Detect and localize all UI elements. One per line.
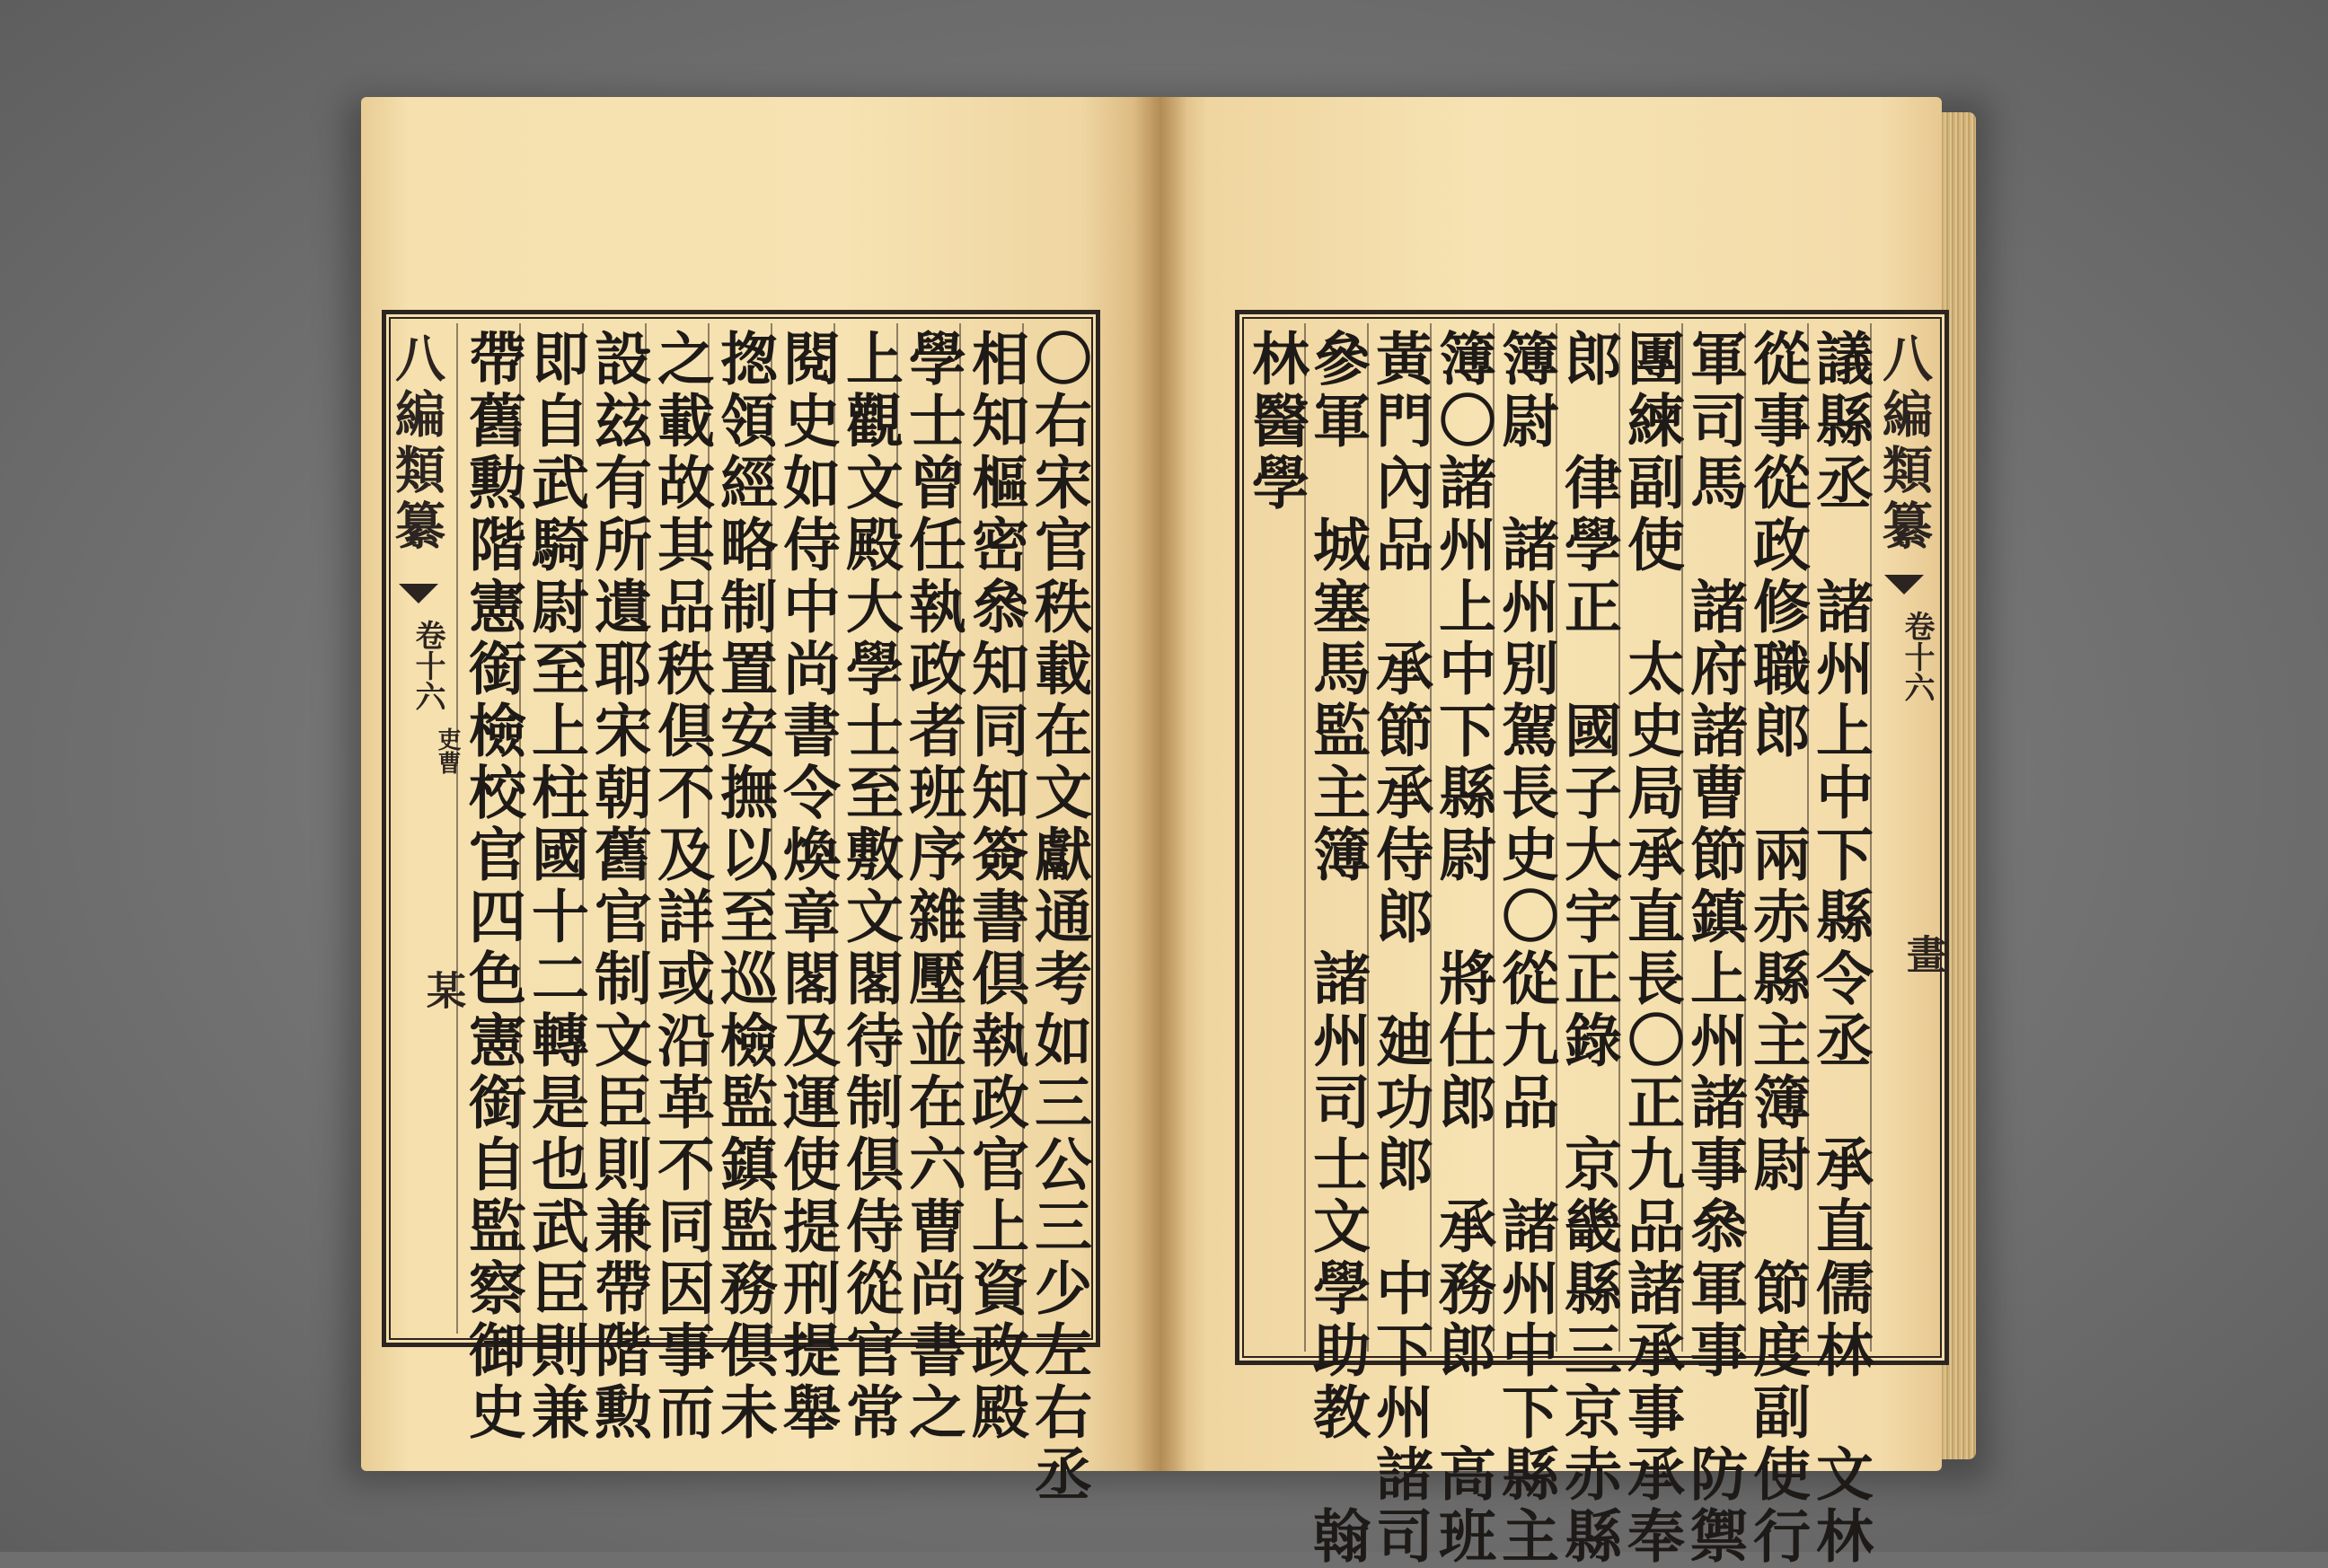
right-col-4: 團練副使 太史局承直長〇正九品諸承事承奉 bbox=[1618, 329, 1685, 1568]
book-gutter bbox=[1133, 97, 1187, 1471]
left-col-7: 之載故其品秩倶不及詳或沿革不同因事而 bbox=[648, 329, 715, 1444]
right-col-8: 黃門內品 承節承侍郎 廸功郎 中下州諸司 bbox=[1366, 329, 1433, 1568]
right-col-9: 參軍 城塞馬監主簿 諸州司士文學助教 翰 bbox=[1303, 329, 1371, 1568]
left-col-9: 即自武騎尉至上柱國十二轉是也武臣則兼 bbox=[522, 329, 589, 1444]
right-col-7: 簿〇諸州上中下縣尉 將仕郎 承務郎 高班 bbox=[1429, 329, 1496, 1568]
right-margin-volume: 卷十六 bbox=[1899, 611, 1935, 702]
left-text-frame bbox=[382, 310, 1100, 1506]
right-col-3: 軍司馬 諸府諸曹節鎮上州諸事叅軍事 防禦 bbox=[1680, 329, 1748, 1568]
left-col-6: 揔領經略制置安撫以至巡檢監鎮監務倶未 bbox=[710, 329, 778, 1444]
left-col-1: 〇右宋官秩載在文獻通考如三公三少左右丞 bbox=[1025, 329, 1092, 1506]
fish-tail-mark bbox=[1884, 575, 1924, 595]
left-margin-volume: 卷十六 bbox=[410, 620, 445, 711]
right-text-frame bbox=[1235, 310, 1949, 1568]
right-col-10: 林醫學 bbox=[1242, 329, 1310, 515]
right-margin-page: 畫 bbox=[1900, 934, 1945, 973]
left-margin-title: 八編類纂 bbox=[387, 332, 446, 555]
left-col-3: 學士曾任執政者班序雜壓並在六曹尚書之 bbox=[899, 329, 966, 1444]
right-col-5: 郎 律學正 國子大宇正錄 京畿縣三京赤縣 bbox=[1555, 329, 1622, 1568]
right-col-2: 從事從政修職郎 兩赤縣主簿尉 節度副使行 bbox=[1743, 329, 1811, 1568]
left-margin-section: 吏曹 bbox=[434, 727, 461, 774]
right-col-6: 簿尉 諸州別駕長史〇從九品 諸州中下縣主 bbox=[1492, 329, 1559, 1568]
right-col-1: 議縣丞 諸州上中下縣令丞 承直儒林 文林 bbox=[1806, 329, 1874, 1568]
right-margin-title: 八編類纂 bbox=[1874, 332, 1934, 555]
left-col-4: 上觀文殿大學士至敷文閣待制倶侍從官常 bbox=[836, 329, 904, 1444]
left-col-8: 設玆有所遺耶宋朝舊官制文臣則兼帶階勲 bbox=[585, 329, 652, 1444]
fish-tail-mark bbox=[399, 584, 438, 603]
left-col-10: 帶舊勲階憲銜檢校官四色憲銜自監察御史 bbox=[459, 329, 526, 1444]
left-margin-page: 某 bbox=[419, 970, 465, 1009]
left-col-2: 相知樞密叅知同知簽書倶執政官上資政殿 bbox=[962, 329, 1029, 1444]
left-col-5: 閱史如侍中尚書令煥章閣及運使提刑提舉 bbox=[773, 329, 841, 1444]
